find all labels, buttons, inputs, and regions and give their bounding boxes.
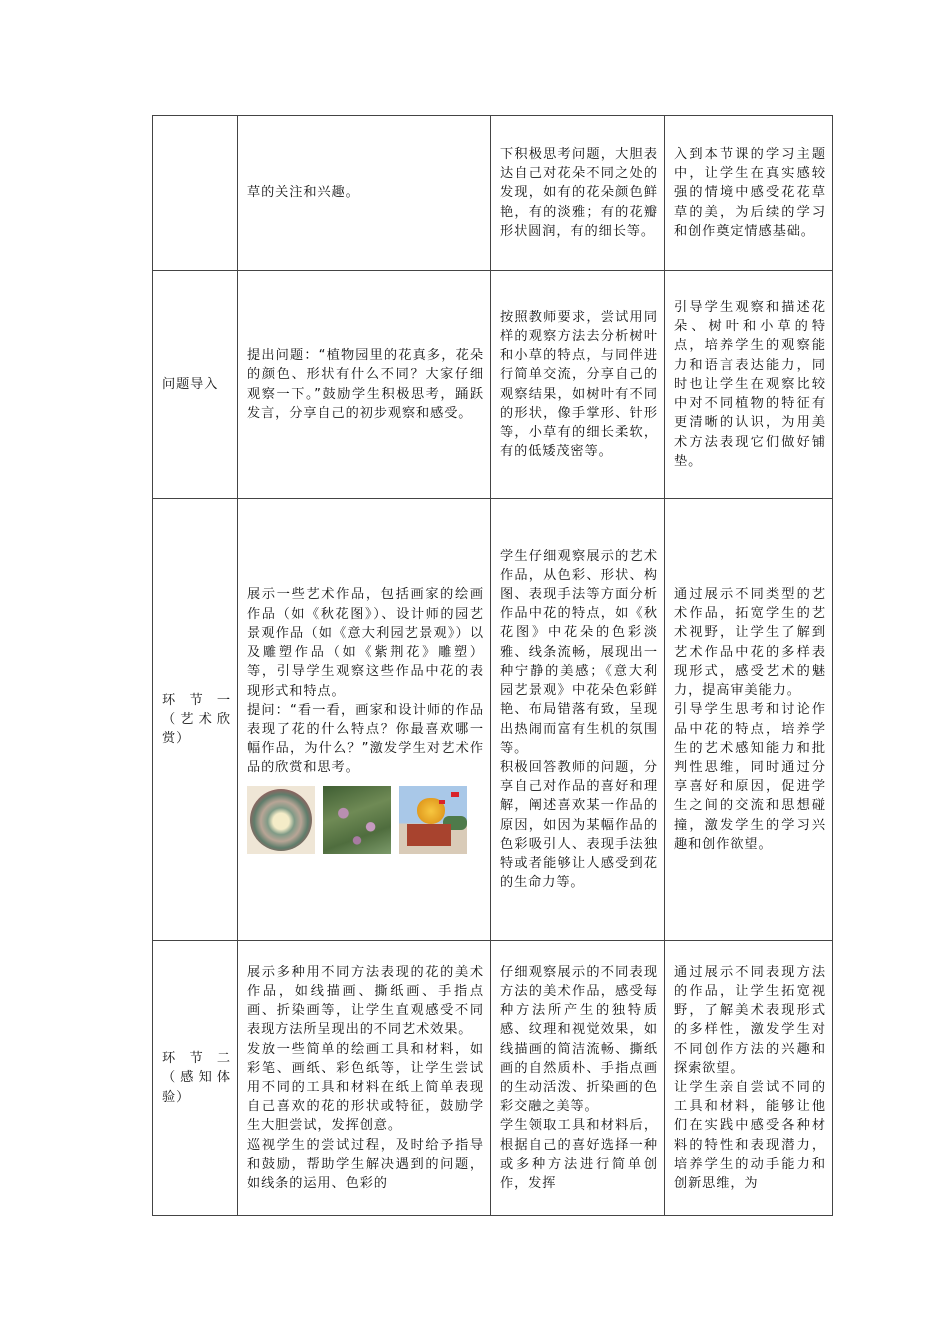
student-activity-text: 积极回答教师的问题，分享自己对作品的喜好和理解，阐述喜欢某一作品的原因，如因为某幅作品的色彩吸引人、表现手法独特或者能够让人感受到花的生命力等。 bbox=[500, 759, 658, 891]
student-activity-text: 按照教师要求，尝试用同样的观察方法去分析树叶和小草的特点，与同伴进行简单交流，分享自己的观察结果，如树叶有不同的形状，像手掌形、针形等，小草有的细长柔软，有的低矮茂密等。 bbox=[500, 309, 658, 460]
design-intent-text: 通过展示不同表现方法的作品，让学生拓宽视野，了解美术表现形式的多样性，激发学生对不同创作方法的兴趣和探索欲望。 bbox=[674, 964, 826, 1076]
student-activity-text: 仔细观察展示的不同表现方法的美术作品，感受每种方法所产生的独特质感、纹理和视觉效果，如线描画的简洁流畅、撕纸画的自然质朴、手指点画的生动活泼、折染画的色彩交融之美等。 bbox=[500, 964, 658, 1115]
stage-cell: 问题导入 bbox=[153, 271, 238, 499]
teacher-activity-cell bbox=[238, 499, 491, 941]
design-intent-text: 引导学生观察和描述花朵、树叶和小草的特点，培养学生的观察能力和语言表达能力，同时也让学生在观察比较中对不同植物的特征有更清晰的认识，为用美术方法表现它们做好铺垫。 bbox=[674, 300, 826, 469]
design-intent-text: 让学生亲自尝试不同的工具和材料，能够让他们在实践中感受各种材料的特性和表现潜力，培养学生的动手能力和创新思维，为 bbox=[674, 1080, 826, 1192]
bauhinia-sculpture-image bbox=[399, 786, 467, 854]
design-intent-text: 入到本节课的学习主题中，让学生在真实感较强的情境中感受花花草草的美，为后续的学习和创作奠定情感基础。 bbox=[674, 146, 826, 239]
teacher-activity-cell bbox=[238, 271, 491, 499]
autumn-flower-painting-image bbox=[247, 786, 315, 854]
teacher-activity-text: 展示一些艺术作品，包括画家的绘画作品（如《秋花图》）、设计师的园艺景观作品（如《意大利园艺景观》）以及雕塑作品（如《紫荆花》雕塑）等，引导学生观察这些作品中花的表现形式和特点。 bbox=[247, 587, 484, 699]
teacher-activity-text: 展示多种用不同方法表现的花的美术作品，如线描画、撕纸画、手指点画、折染画等，让学生直观感受不同表现方法所呈现出的不同艺术效果。 bbox=[247, 964, 484, 1038]
artwork-images bbox=[247, 786, 484, 854]
design-intent-cell bbox=[665, 116, 833, 271]
teacher-activity-text: 草的关注和兴趣。 bbox=[247, 185, 360, 201]
teacher-activity-cell bbox=[238, 116, 491, 271]
design-intent-text: 通过展示不同类型的艺术作品，拓宽学生的艺术视野，让学生了解到艺术作品中花的多样表现形式，感受艺术的魅力，提高审美能力。 bbox=[674, 587, 826, 699]
teacher-activity-text: 巡视学生的尝试过程，及时给予指导和鼓励，帮助学生解决遇到的问题，如线条的运用、色彩的 bbox=[247, 1137, 484, 1192]
design-intent-text: 引导学生思考和讨论作品中花的特点，培养学生的艺术感知能力和批判性思维，同时通过分享喜好和原因，促进学生之间的交流和思想碰撞，激发学生的学习兴趣和创作欲望。 bbox=[674, 702, 826, 852]
design-intent-cell bbox=[665, 271, 833, 499]
stage-cell: 环节一（艺术欣赏） bbox=[153, 499, 238, 941]
table-row-question-intro bbox=[153, 271, 833, 499]
student-activity-cell bbox=[491, 116, 665, 271]
design-intent-cell bbox=[665, 499, 833, 941]
student-activity-text: 学生领取工具和材料后，根据自己的喜好选择一种或多种方法进行简单创作，发挥 bbox=[500, 1118, 658, 1192]
teacher-activity-text: 发放一些简单的绘画工具和材料，如彩笔、画纸、彩色纸等，让学生尝试用不同的工具和材料在纸上简单表现自己喜欢的花的形状或特征，鼓励学生大胆尝试，发挥创意。 bbox=[247, 1041, 484, 1134]
design-intent-cell bbox=[665, 941, 833, 1216]
teacher-activity-text: 提问：“看一看，画家和设计师的作品表现了花的什么特点？你最喜欢哪一幅作品，为什么？”激发学生对艺术作品的欣赏和思考。 bbox=[247, 702, 484, 776]
table-row-intro-continued bbox=[153, 116, 833, 271]
stage-cell bbox=[153, 116, 238, 271]
student-activity-cell bbox=[491, 271, 665, 499]
table-row-art-appreciation bbox=[153, 499, 833, 941]
stage-cell: 环节二（感知体验） bbox=[153, 941, 238, 1216]
student-activity-text: 学生仔细观察展示的艺术作品，从色彩、形状、构图、表现手法等方面分析作品中花的特点，如《秋花图》中花朵的色彩淡雅、线条流畅，展现出一种宁静的美感；《意大利园艺景观》中花朵色彩鲜艳、布局错落有致，呈现出热闹而富有生机的氛围等。 bbox=[500, 548, 658, 756]
student-activity-cell bbox=[491, 499, 665, 941]
teacher-activity-text: 提出问题：“植物园里的花真多，花朵的颜色、形状有什么不同？大家仔细观察一下。”鼓励学生积极思考，踊跃发言，分享自己的初步观察和感受。 bbox=[247, 348, 484, 421]
teacher-activity-cell bbox=[238, 941, 491, 1216]
student-activity-text: 下积极思考问题，大胆表达自己对花朵不同之处的发现，如有的花朵颜色鲜艳，有的淡雅；有的花瓣形状圆润，有的细长等。 bbox=[500, 146, 658, 239]
student-activity-cell bbox=[491, 941, 665, 1216]
lesson-plan-table bbox=[152, 115, 833, 1216]
italian-garden-landscape-image bbox=[323, 786, 391, 854]
table-row-perception-experience bbox=[153, 941, 833, 1216]
